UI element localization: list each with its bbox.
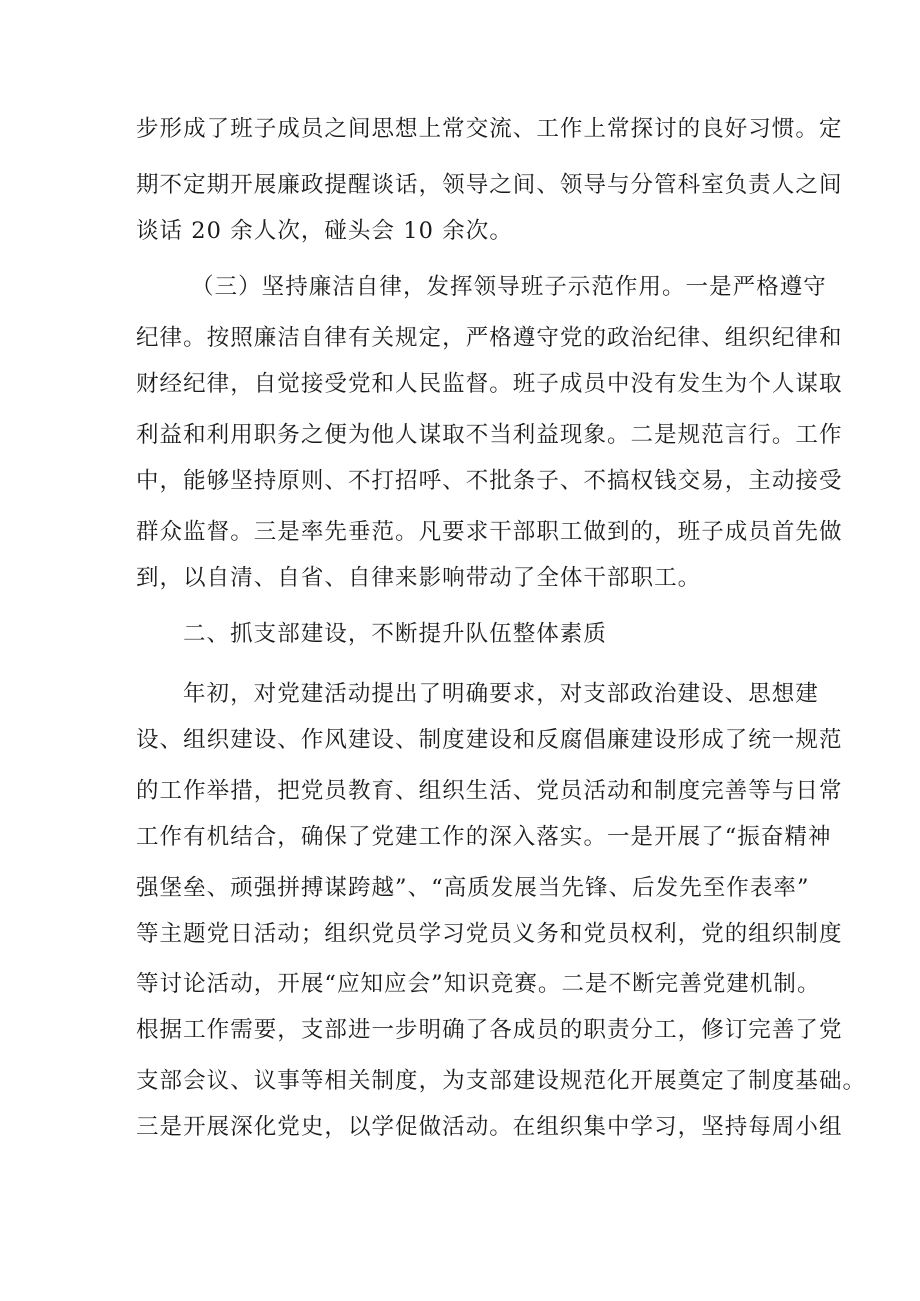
section-heading-line: （三）坚持廉洁自律，发挥领导班子示范作用。一是严格遵守: [191, 274, 827, 300]
paragraph-line: 三是开展深化党史，以学促做活动。在组织集中学习，坚持每周小组: [136, 1114, 843, 1140]
paragraph-line: 强堡垒、顽强拼搏谋跨越”、“高质发展当先锋、后发先至作表率”: [136, 875, 810, 901]
paragraph-line: 工作有机结合，确保了党建工作的深入落实。一是开展了“振奋精神: [136, 824, 832, 850]
paragraph-line: 利益和利用职务之便为他人谋取不当利益现象。二是规范言行。工作: [136, 422, 843, 448]
paragraph-line: 等主题党日活动；组织党员学习党员义务和党员权利，党的组织制度: [136, 921, 843, 947]
paragraph-line: 根据工作需要，支部进一步明确了各成员的职责分工，修订完善了党: [136, 1017, 843, 1043]
paragraph-line: 年初，对党建活动提出了明确要求，对支部政治建设、思想建: [183, 681, 819, 707]
section-heading: 二、抓支部建设，不断提升队伍整体素质: [183, 621, 607, 647]
paragraph-line: 期不定期开展廉政提醒谈话，领导之间、领导与分管科室负责人之间: [136, 172, 843, 198]
paragraph-line: 财经纪律，自觉接受党和人民监督。班子成员中没有发生为个人谋取: [136, 371, 843, 397]
paragraph-line: 的工作举措，把党员教育、组织生活、党员活动和制度完善等与日常: [136, 778, 843, 804]
paragraph-line: 谈话 20 余人次，碰头会 10 余次。: [136, 218, 513, 244]
paragraph-line: 群众监督。三是率先垂范。凡要求干部职工做到的，班子成员首先做: [136, 519, 843, 545]
paragraph-line: 设、组织建设、作风建设、制度建设和反腐倡廉建设形成了统一规范: [136, 727, 843, 753]
paragraph-line: 纪律。按照廉洁自律有关规定，严格遵守党的政治纪律、组织纪律和: [136, 325, 843, 351]
paragraph-line: 中，能够坚持原则、不打招呼、不批条子、不搞权钱交易，主动接受: [136, 468, 843, 494]
paragraph-line: 到，以自清、自省、自律来影响带动了全体干部职工。: [136, 565, 702, 591]
paragraph-line: 等讨论活动，开展“应知应会”知识竞赛。二是不断完善党建机制。: [136, 971, 821, 997]
paragraph-line: 支部会议、议事等相关制度，为支部建设规范化开展奠定了制度基础。: [136, 1068, 867, 1094]
paragraph-line: 步形成了班子成员之间思想上常交流、工作上常探讨的良好习惯。定: [136, 116, 843, 142]
